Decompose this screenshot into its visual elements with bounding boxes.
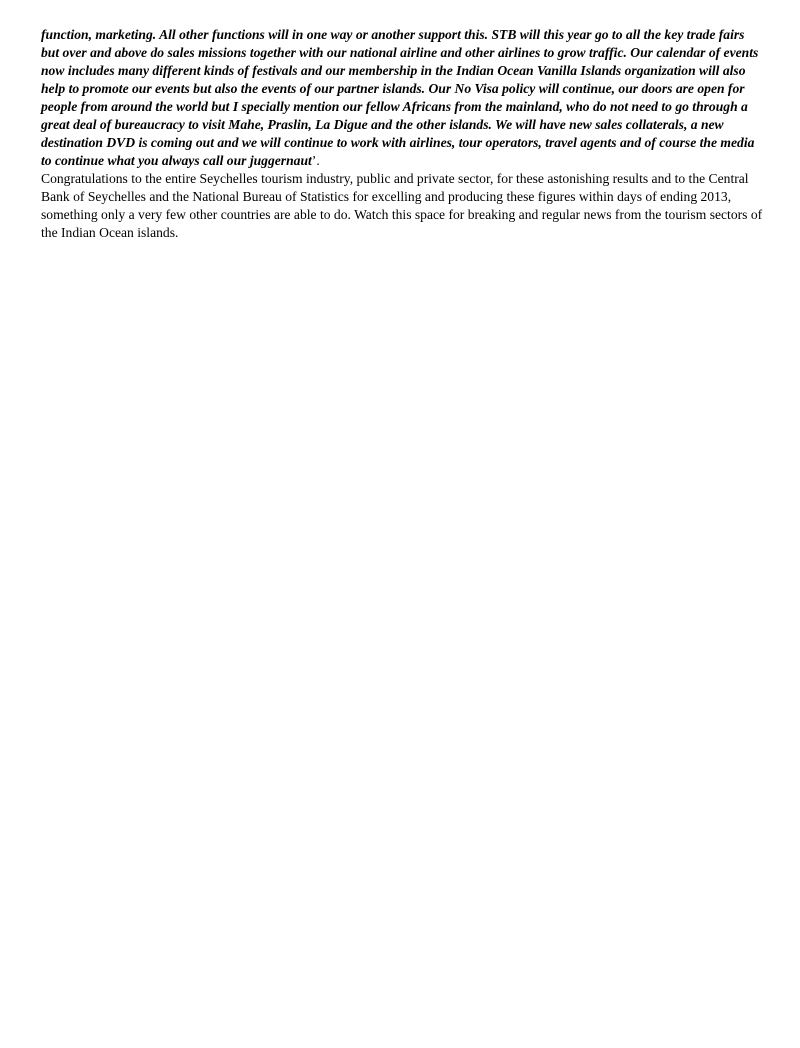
body-paragraph: Congratulations to the entire Seychelles tourism industry, public and private sector, for these astonishing results and to the Central Bank of Seychelles and the National Bureau of Statistics for excelling and producing these figures within days of ending 2013, something only a very few other countries are able to do. Watch this space for breaking and regular news from the tourism sectors of the Indian Ocean islands. (41, 171, 763, 240)
quote-text: function, marketing. All other functions will in one way or another support this. STB will this year go to all the key trade fairs but over and above do sales missions together with our national airline and other airlines to grow traffic. Our calendar of events now includes many different kinds of festivals and our membership in the Indian Ocean Vanilla Islands organization will also help to promote our events but also the events of our partner islands. Our No Visa policy will continue, our doors are open for people from around the world but I specially mention our fellow Africans from the mainland, who do not need to go through a great deal of bureaucracy to visit Mahe, Praslin, La Digue and the other islands. We will have new sales collaterals, a new destination DVD is coming out and we will continue to work with airlines, tour operators, travel agents and of course the media to continue what you always call our juggernaut (41, 27, 759, 168)
quote-paragraph (41, 26, 763, 170)
quote-closing: ’. (311, 153, 320, 168)
page-content (41, 26, 763, 242)
